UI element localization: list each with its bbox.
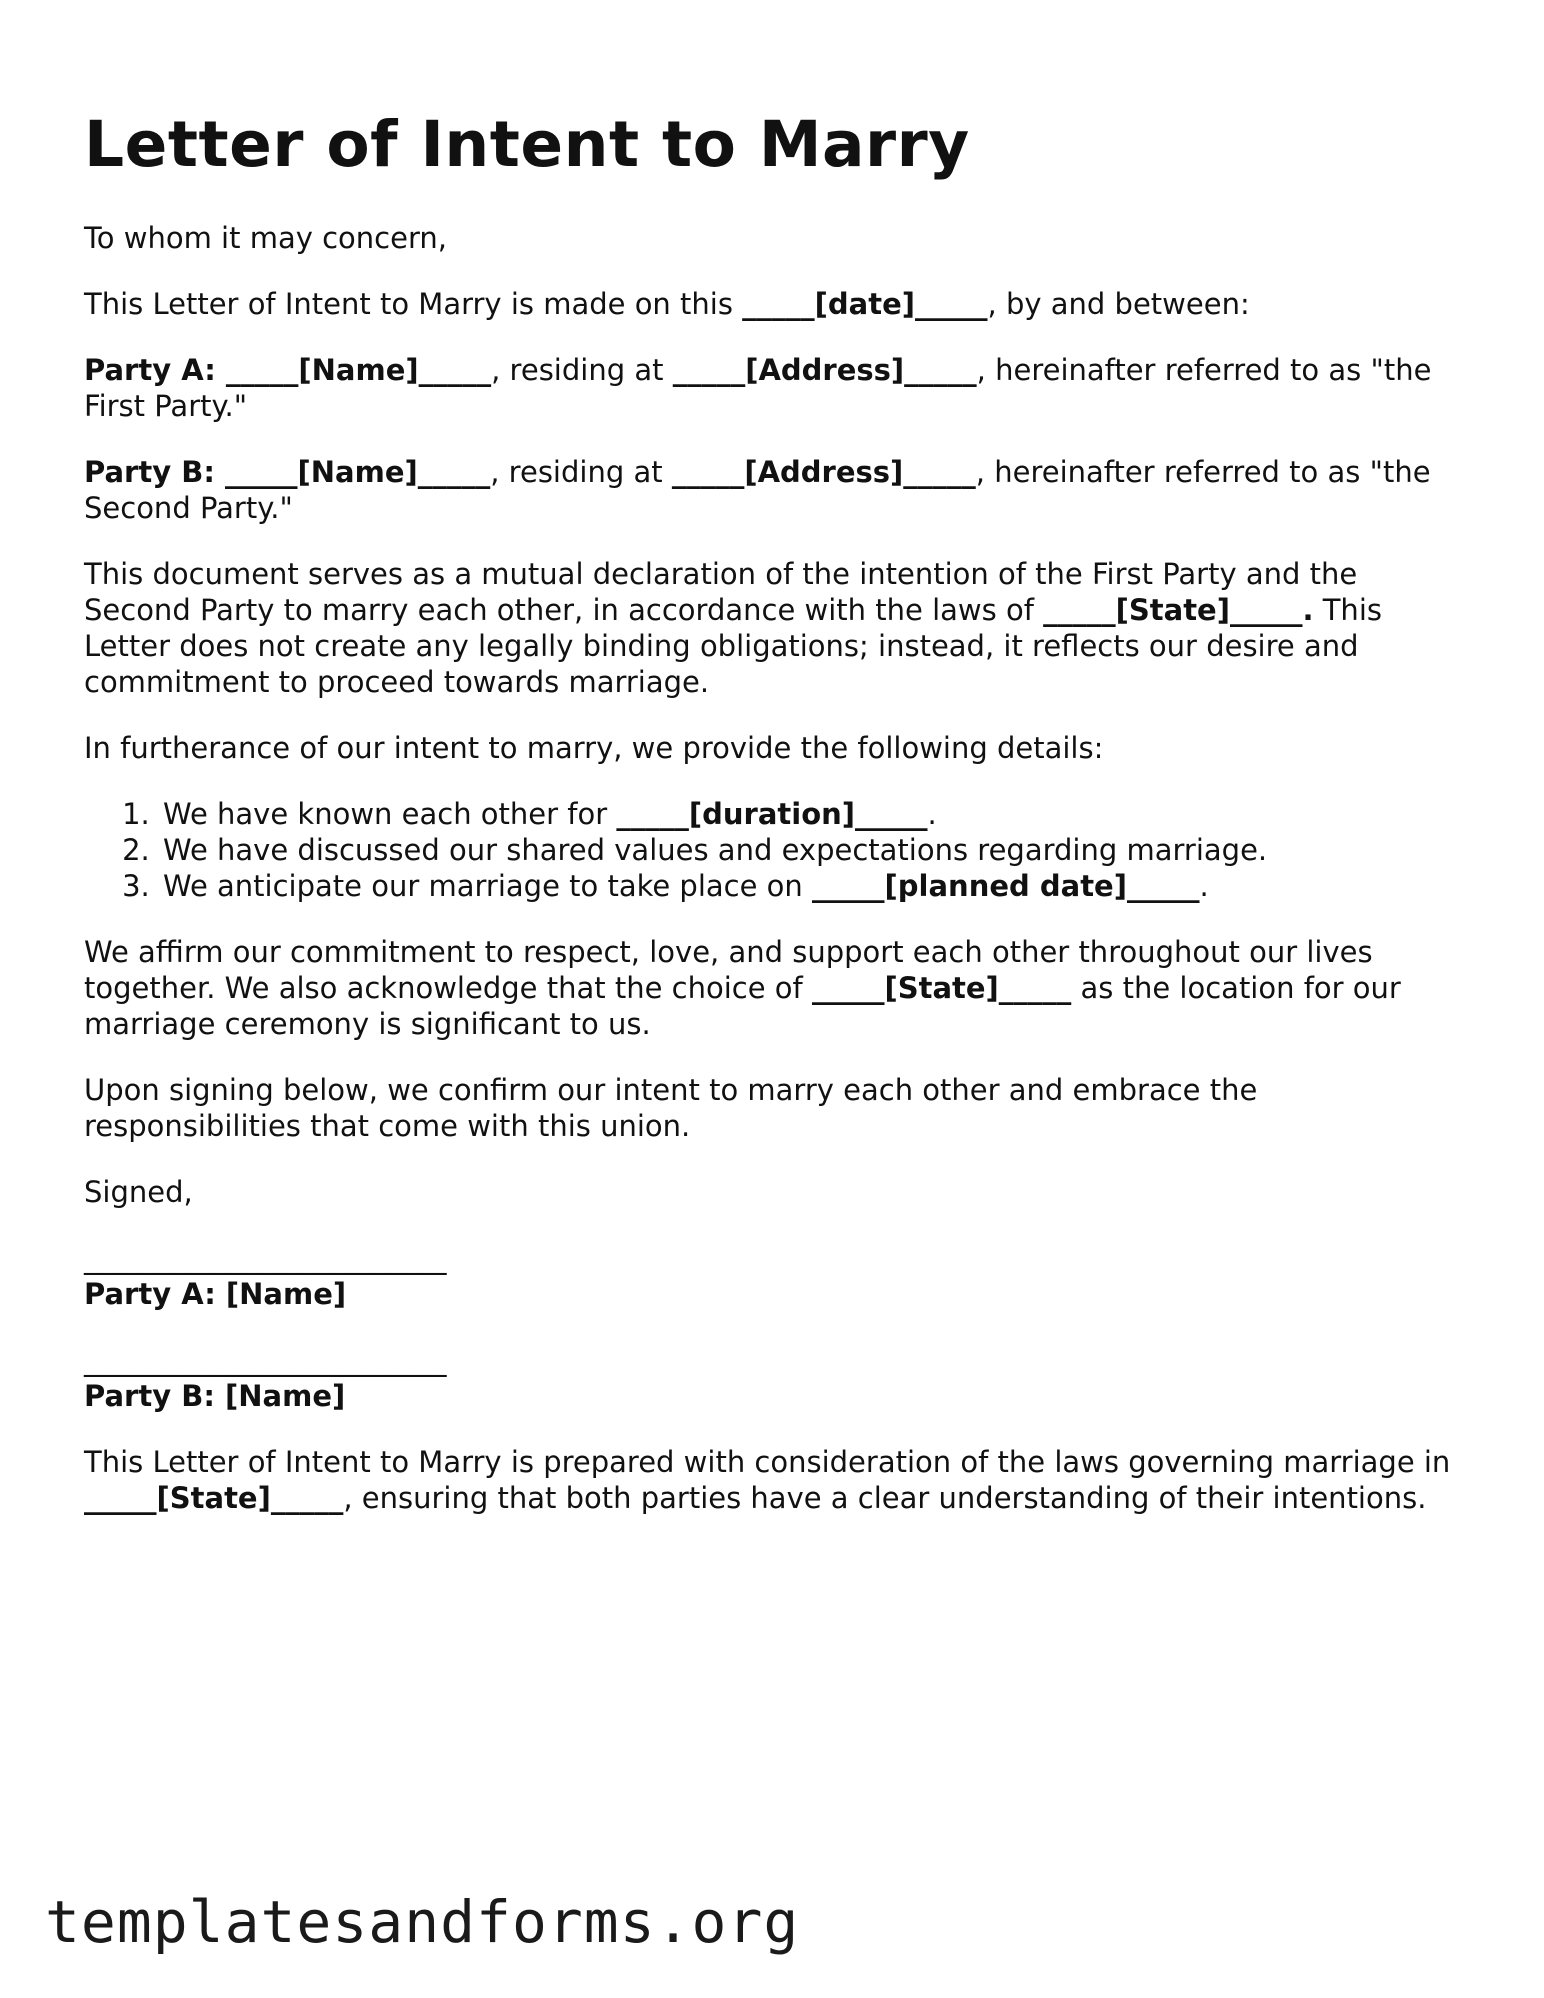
details-intro: In furtherance of our intent to marry, we provide the following details: (84, 731, 1104, 765)
item3-end: . (1199, 869, 1209, 903)
closing-text-end: , ensuring that both parties have a clear understanding of their intentions. (343, 1481, 1427, 1515)
declaration-text-end: This Letter does not create any legally binding obligations; instead, it reflects our desire and commitment to proceed towards marriage. (84, 593, 1382, 699)
item1-end: . (927, 797, 937, 831)
signature-block-a (84, 1240, 1464, 1312)
affirm-paragraph (84, 934, 1464, 1042)
closing-text: This Letter of Intent to Marry is prepared with consideration of the laws governing marriage in (84, 1445, 1451, 1479)
party-b-address-field: _____[Address]_____ (671, 455, 976, 489)
confirm-paragraph: Upon signing below, we confirm our intent to marry each other and embrace the responsibilities that come with this union. (84, 1073, 1258, 1143)
signature-name-b: Party B: [Name] (84, 1379, 346, 1413)
party-b-name-field: _____[Name]_____ (225, 455, 491, 489)
list-item (159, 796, 1464, 832)
item2-text: We have discussed our shared values and expectations regarding marriage. (163, 833, 1268, 867)
item1-text: We have known each other for (163, 797, 617, 831)
signature-line-b[interactable]: _________________________ (84, 1343, 447, 1377)
state-field: _____[State]_____ (811, 971, 1072, 1005)
party-a-address-field: _____[Address]_____ (672, 353, 977, 387)
date-field: _____[date]_____ (742, 287, 988, 321)
intro-text-end: , by and between: (987, 287, 1250, 321)
greeting: To whom it may concern, (84, 221, 447, 255)
signed-label: Signed, (84, 1175, 193, 1209)
declaration-paragraph (84, 556, 1464, 700)
planned-date-field: _____[planned date]_____ (812, 869, 1200, 903)
intro-text: This Letter of Intent to Marry is made on this (84, 287, 743, 321)
declaration-text: This document serves as a mutual declaration of the intention of the First Party and the Second Party to marry each other, in accordance with the laws of (84, 557, 1358, 627)
intro-paragraph (84, 286, 1464, 322)
page-title: Letter of Intent to Marry (84, 108, 970, 181)
signature-line-a[interactable]: _________________________ (84, 1241, 447, 1275)
party-b-end: , hereinafter referred to as "the Second Party." (84, 455, 1431, 525)
affirm-text-end: as the location for our marriage ceremony is significant to us. (84, 971, 1401, 1041)
closing-paragraph (84, 1444, 1464, 1516)
details-list (84, 796, 1464, 904)
party-a-name-field: _____[Name]_____ (225, 353, 492, 387)
list-item (159, 832, 1464, 868)
signature-block-b (84, 1342, 1464, 1414)
party-b-mid: , residing at (490, 455, 672, 489)
state-field: _____[State]_____ (84, 1481, 344, 1515)
party-a-paragraph (84, 352, 1464, 424)
party-b-paragraph (84, 454, 1464, 526)
party-a-label: Party A: (84, 353, 226, 387)
signature-name-a: Party A: [Name] (84, 1277, 347, 1311)
party-a-end: , hereinafter referred to as "the First Party." (84, 353, 1432, 423)
state-field: _____[State]_____. (1043, 593, 1314, 627)
duration-field: _____[duration]_____ (616, 797, 928, 831)
party-a-mid: , residing at (491, 353, 673, 387)
letter-page (84, 106, 1464, 1516)
party-b-label: Party B: (84, 455, 226, 489)
list-item (159, 868, 1464, 904)
watermark: templatesandforms.org (45, 1888, 800, 1956)
affirm-text: We affirm our commitment to respect, love, and support each other throughout our lives together. We also acknowledge that the choice of (84, 935, 1373, 1005)
item3-text: We anticipate our marriage to take place on (163, 869, 813, 903)
